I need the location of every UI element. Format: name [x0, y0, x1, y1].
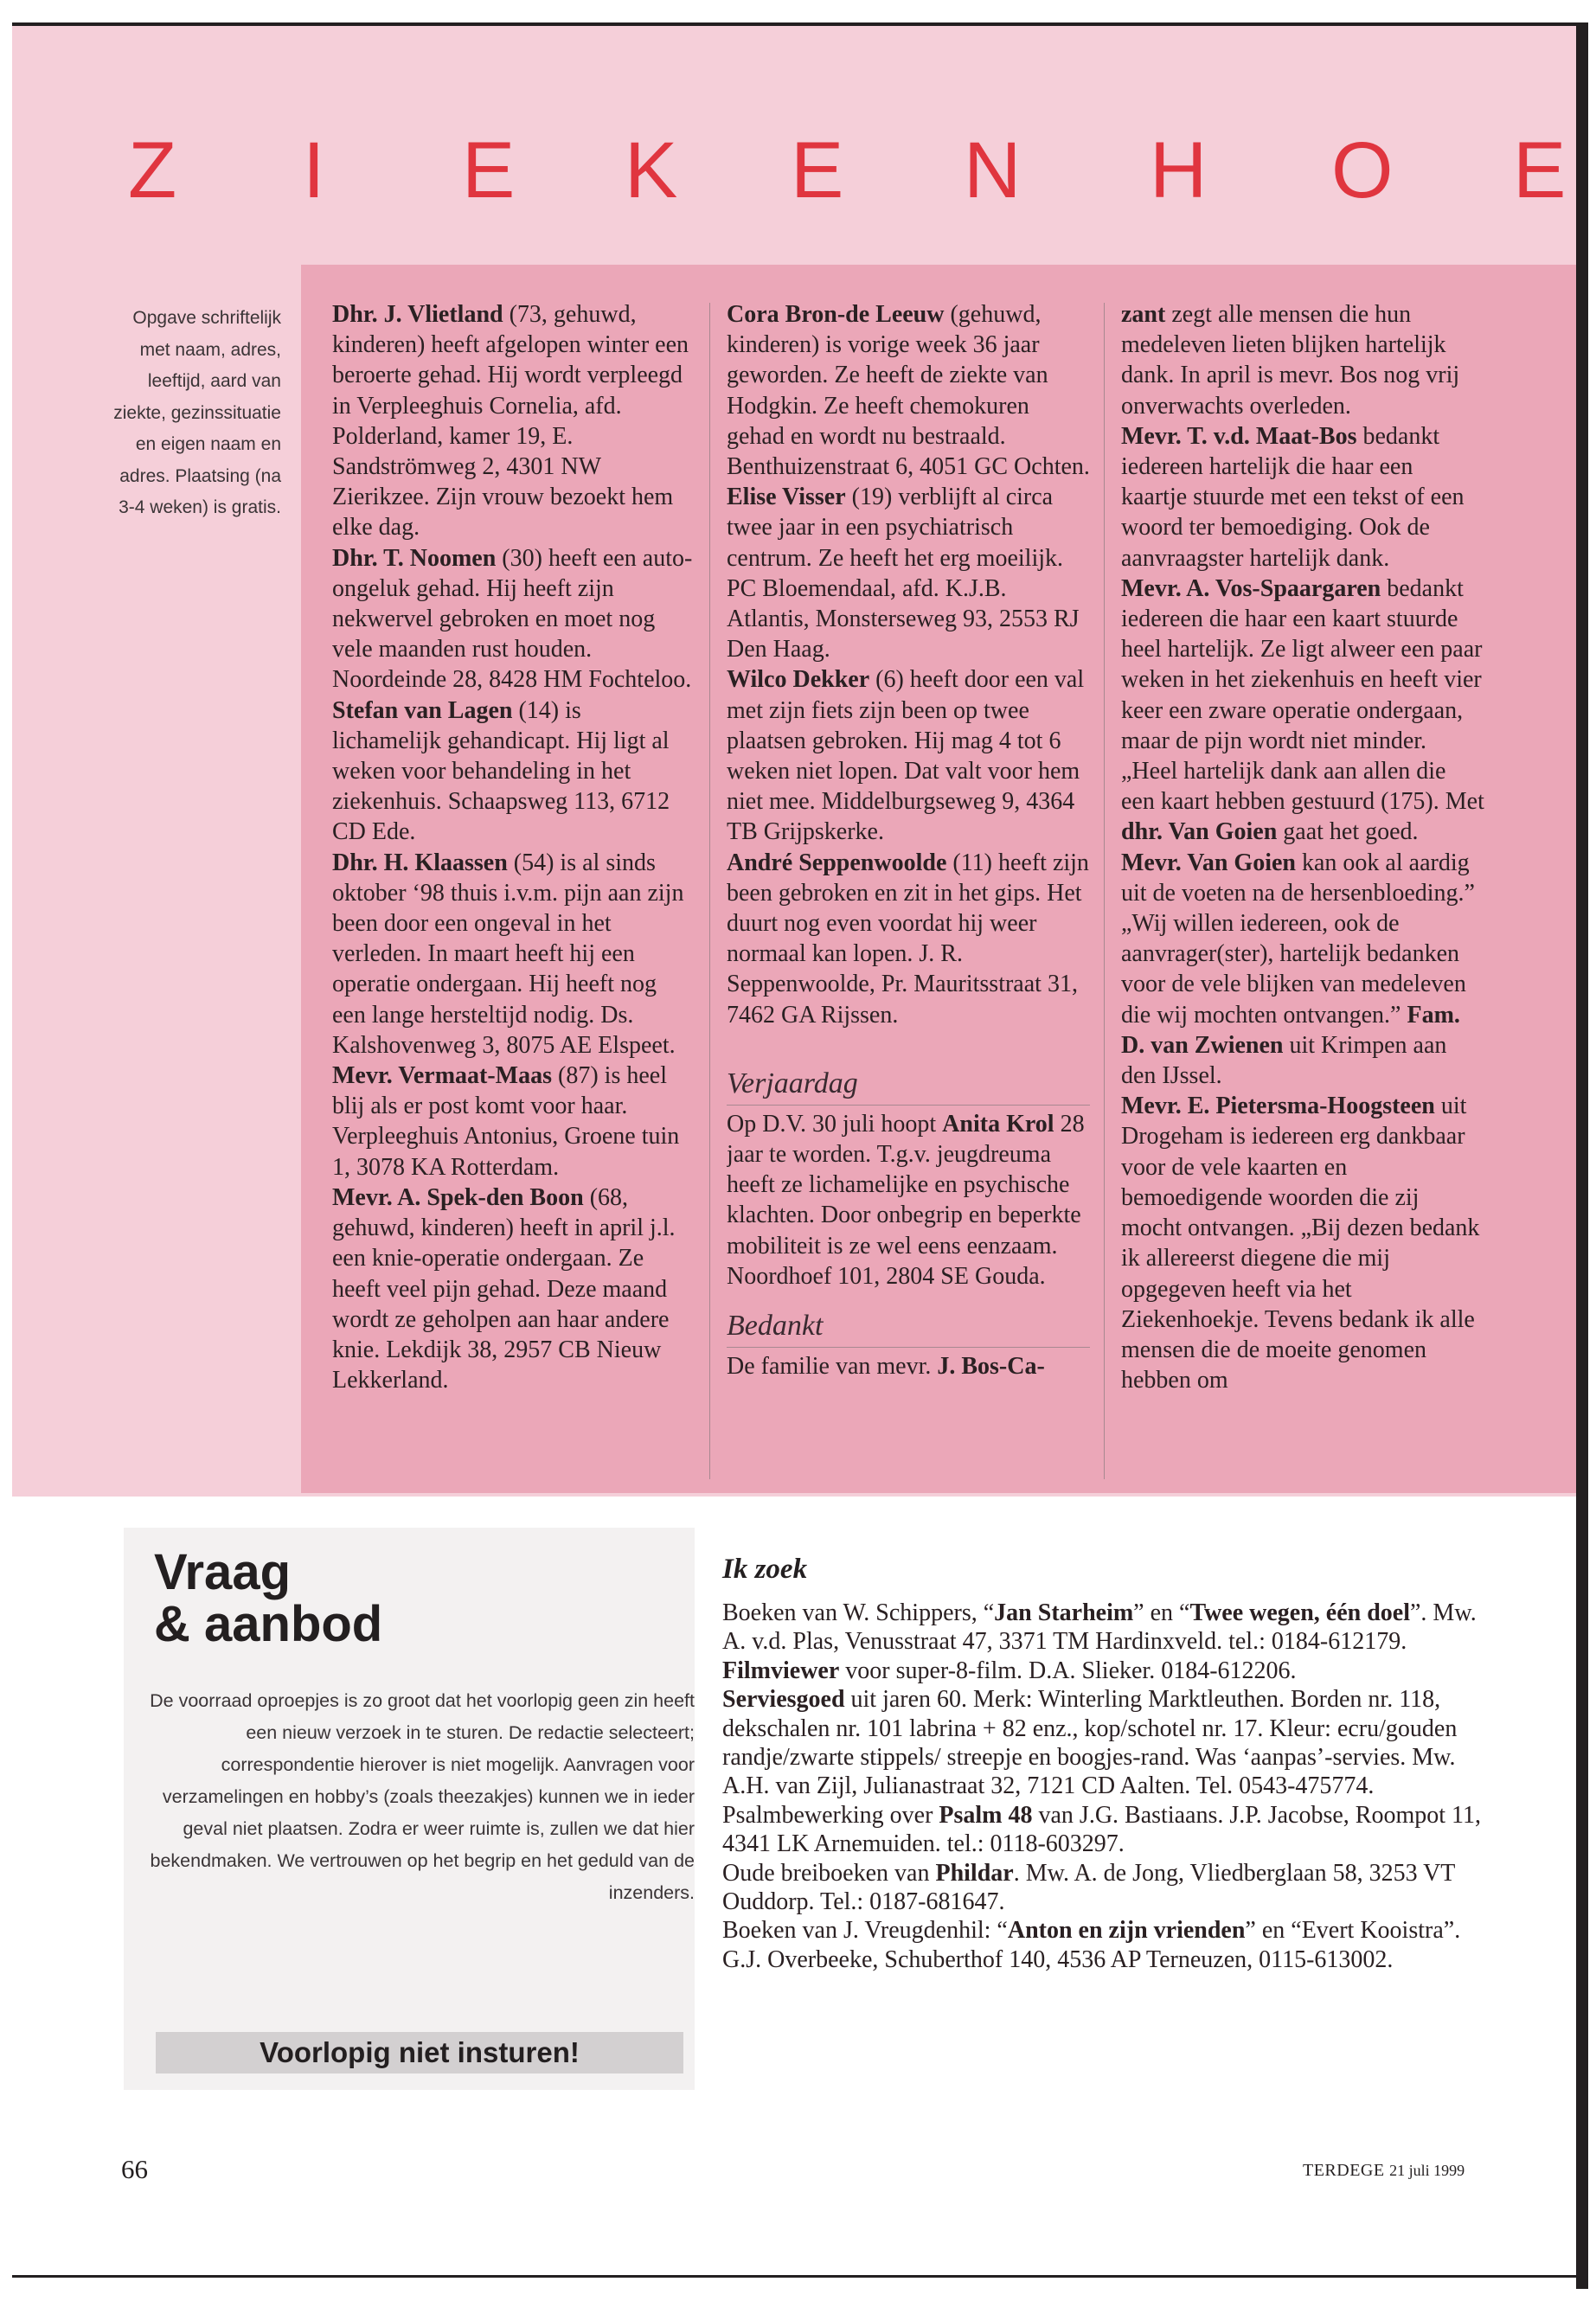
title-letter: Z — [128, 126, 177, 215]
vraag-aanbod-panel — [124, 1528, 695, 2090]
patient-name: Mevr. A. Spek-den Boon — [332, 1183, 584, 1211]
patient-notice: Stefan van Lagen (14) is lichamelijk gehandicapt. Hij ligt al weken voor behandeling in het ziekenhuis. Schaapsweg 113, 6712 CD Ede. — [332, 696, 670, 846]
bedankt-heading: Bedankt — [727, 1307, 1090, 1348]
patient-name: Mevr. Van Goien — [1121, 849, 1296, 876]
notices-column-2 — [727, 299, 1090, 1484]
column-divider — [709, 303, 710, 1479]
patient-name: Mevr. Vermaat-Maas — [332, 1062, 553, 1090]
magazine-name: TERDEGE — [1303, 2161, 1385, 2180]
title-letter: N — [964, 126, 1022, 215]
thanks-notice: Mevr. E. Pietersma-Hoogsteen uit Drogeham is iedereen erg dankbaar voor de vele kaarten en bemoedigende woorden die zij mocht ontvangen. „Bij dezen bedank ik allereerst diegene die mij opgegeven heeft via het Ziekenhoekje. Tevens bedank ik alle mensen die de moeite genomen hebben om — [1121, 1093, 1480, 1394]
title-letter: O — [1331, 126, 1394, 215]
patient-name: Dhr. H. Klaassen — [332, 849, 508, 876]
patient-name: Fam. D. van Zwienen — [1121, 1001, 1460, 1059]
section-title — [12, 114, 1576, 227]
title-letter: E — [462, 126, 516, 215]
ik-zoek-heading: Ik zoek — [722, 1554, 808, 1585]
title-letter: I — [303, 126, 325, 215]
patient-name: Cora Bron-de Leeuw — [727, 301, 945, 328]
thanks-notice-continued: zant zegt alle mensen die hun medeleven lieten blijken hartelijk dank. In april is mevr. Bos nog vrij onverwachts overleden. — [1121, 301, 1460, 420]
title-letter: E — [791, 126, 844, 215]
page-frame-right — [1576, 22, 1588, 2289]
thanks-notice: Mevr. T. v.d. Maat-Bos bedankt iedereen hartelijk die haar een kaartje stuurde met een tekst of een woord ter bemoediging. Ook de aanvraagster hartelijk dank. — [1121, 422, 1465, 572]
patient-name: dhr. Van Goien — [1121, 818, 1278, 846]
wanted-item: Boeken van W. Schippers, “Jan Starheim” en “Twee wegen, één doel”. Mw. A. v.d. Plas, Venusstraat 47, 3371 TM Hardinxveld. tel.: 0184-612179. — [722, 1599, 1477, 1656]
issue-date: 21 juli 1999 — [1389, 2162, 1465, 2179]
patient-notices-panel — [301, 265, 1576, 1493]
patient-notice: Mevr. Vermaat-Maas (87) is heel blij als er post komt voor haar. Verpleeghuis Antonius, Groene tuin 1, 3078 KA Rotterdam. — [332, 1062, 680, 1181]
birthday-notice: Op D.V. 30 juli hoopt Anita Krol 28 jaar te worden. T.g.v. jeugdreuma heeft ze lichamelijke en psychische klachten. Door onbegrip en beperkte mobiliteit is ze wel eens eenzaam. Noordhoef 101, 2804 SE Gouda. — [727, 1110, 1085, 1290]
wanted-item: Boeken van J. Vreugdenhil: “Anton en zijn vrienden” en “Evert Kooistra”. G.J. Overbeeke, Schuberthof 140, 4536 AP Terneuzen, 0115-613002. — [722, 1917, 1461, 1973]
verjaardag-heading: Verjaardag — [727, 1065, 1090, 1106]
patient-notice: Dhr. H. Klaassen (54) is al sinds oktober ‘98 thuis i.v.m. pijn aan zijn been door een ongeval in het verleden. In maart heeft hij een operatie ondergaan. Hij heeft nog een lange hersteltijd nodig. Ds. Kalshovenweg 3, 8075 AE Elspeet. — [332, 849, 684, 1059]
wanted-item: Serviesgoed uit jaren 60. Merk: Winterling Marktleuthen. Borden nr. 118, dekschalen nr. 101 labrina + 82 enz., kop/schotel nr. 17. Kleur: ecru/gouden randje/zwarte stippels/ streepje en boogjes-rand. Was ‘aanpas’-servies. Mw. A.H. van Zijl, Julianastraat 32, 7121 CD Aalten. Tel. 0543-475774. — [722, 1686, 1458, 1800]
column-divider — [1104, 303, 1105, 1479]
page-frame-bottom — [12, 2275, 1588, 2278]
patient-name: J. Bos-Ca- — [937, 1353, 1045, 1381]
patient-name: Mevr. A. Vos-Spaargaren — [1121, 574, 1381, 602]
patient-name: Anita Krol — [942, 1110, 1054, 1138]
voorlopig-niet-insturen-button[interactable]: Voorlopig niet insturen! — [156, 2032, 683, 2073]
title-letter: E — [1513, 126, 1567, 215]
patient-name: Elise Visser — [727, 484, 846, 511]
patient-name: Mevr. E. Pietersma-Hoogsteen — [1121, 1093, 1435, 1120]
ik-zoek-section — [722, 1550, 1484, 1974]
wanted-item: Psalmbewerking over Psalm 48 van J.G. Bastiaans. J.P. Jacobse, Roompot 11, 4341 LK Arnemuiden. tel.: 0118-603297. — [722, 1801, 1481, 1858]
patient-name: Wilco Dekker — [727, 666, 870, 694]
vraag-aanbod-title: Vraag & aanbod — [154, 1544, 383, 1652]
patient-notice: Cora Bron-de Leeuw (gehuwd, kinderen) is vorige week 36 jaar geworden. Ze heeft de ziekte van Hodgkin. Ze heeft chemokuren gehad en wordt nu bestraald. Benthuizenstraat 6, 4051 GC Ochten. — [727, 301, 1090, 481]
patient-notice: Elise Visser (19) verblijft al circa twee jaar in een psychiatrisch centrum. Ze heeft het erg moeilijk. PC Bloemendaal, afd. K.J.B. Atlantis, Monsterseweg 93, 2553 RJ Den Haag. — [727, 484, 1080, 663]
wanted-item: Oude breiboeken van Phildar. Mw. A. de Jong, Vliedberglaan 58, 3253 VT Ouddorp. Tel.: 0187-681647. — [722, 1859, 1455, 1916]
title-letter: K — [625, 126, 678, 215]
notices-column-3 — [1121, 299, 1484, 1484]
patient-name: Mevr. T. v.d. Maat-Bos — [1121, 422, 1357, 450]
patient-notice: Mevr. A. Spek-den Boon (68, gehuwd, kinderen) heeft in april j.l. een knie-operatie ondergaan. Ze heeft veel pijn gehad. Deze maand wordt ze geholpen aan haar andere knie. Lekdijk 38, 2957 CB Nieuw Lekkerland. — [332, 1183, 676, 1394]
magazine-footer — [1303, 2157, 1465, 2183]
notices-column-1 — [332, 299, 695, 1484]
patient-name: Dhr. T. Noomen — [332, 544, 497, 572]
wanted-item: Filmviewer voor super-8-film. D.A. Slieker. 0184-612206. — [722, 1657, 1297, 1684]
patient-name: André Seppenwoolde — [727, 849, 947, 876]
thanks-notice-start: De familie van mevr. J. Bos-Ca- — [727, 1353, 1045, 1381]
submission-instructions: Opgave schriftelijk met naam, adres, leeftijd, aard van ziekte, gezinssituatie en eigen naam en adres. Plaatsing (na 3-4 weken) is gratis. — [113, 308, 281, 517]
patient-notice: Dhr. J. Vlietland (73, gehuwd, kinderen) heeft afgelopen winter een beroerte gehad. Hij wordt verpleegd in Verpleeghuis Cornelia, afd. Polderland, kamer 19, E. Sandströmweg 2, 4301 NW Zierikzee. Zijn vrouw bezoekt hem elke dag. — [332, 301, 689, 542]
patient-notice: Wilco Dekker (6) heeft door een val met zijn fiets zijn been op twee plaatsen gebroken. Hij mag 4 tot 6 weken niet lopen. Dat valt voor hem niet mee. Middelburgseweg 9, 4364 TB Grijpskerke. — [727, 666, 1085, 846]
patient-name: Dhr. J. Vlietland — [332, 301, 503, 328]
thanks-notice: Mevr. A. Vos-Spaargaren bedankt iedereen die haar een kaart stuurde heel hartelijk. Ze ligt alweer een paar weken in het ziekenhuis en heeft vier keer een zware operatie ondergaan, maar de pijn wordt niet minder. „Heel hartelijk dank aan allen die een kaart hebben gestuurd (175). Met dhr. Van Goien gaat het goed. Mevr. Van Goien kan ook al aardig uit de voeten na de hersenbloeding.” „Wij willen iedereen, ook de aanvrager(ster), hartelijk bedanken voor de vele blijken van medeleven die wij mochten ontvangen.” Fam. D. van Zwienen uit Krimpen aan den IJssel. — [1121, 574, 1484, 1090]
patient-notice: André Seppenwoolde (11) heeft zijn been gebroken en zit in het gips. Het duurt nog even voordat hij weer normaal kan lopen. J. R. Seppenwoolde, Pr. Mauritsstraat 31, 7462 GA Rijssen. — [727, 849, 1089, 1029]
title-letter: H — [1150, 126, 1208, 215]
vraag-aanbod-notice: De voorraad oproepjes is zo groot dat het voorlopig geen zin heeft een nieuw verzoek in te sturen. De redactie selecteert; correspondentie hierover is niet mogelijk. Aanvragen voor verzamelingen en hobby’s (zoals theezakjes) kunnen we in ieder geval niet plaatsen. Zodra er weer ruimte is, zullen we dat hier bekendmaken. We vertrouwen op het begrip en het geduld van de inzenders. — [150, 1690, 695, 1903]
page-number: 66 — [121, 2154, 148, 2184]
patient-name: Stefan van Lagen — [332, 696, 513, 724]
patient-notice: Dhr. T. Noomen (30) heeft een auto-ongeluk gehad. Hij heeft zijn nekwervel gebroken en moet nog vele maanden rust houden. Noordeinde 28, 8428 HM Fochteloo. — [332, 544, 693, 694]
